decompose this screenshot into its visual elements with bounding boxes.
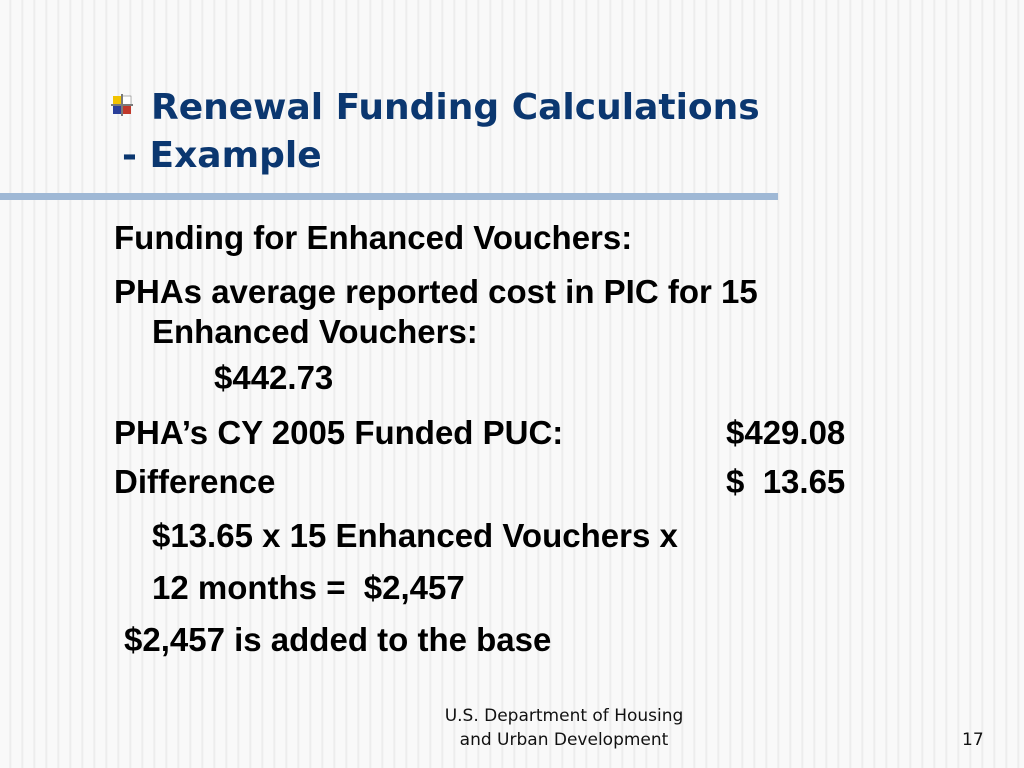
funded-puc-value: $429.08 <box>726 414 846 451</box>
footer-org-line1: U.S. Department of Housing <box>444 706 684 726</box>
heading-text: Funding for Enhanced Vouchers: <box>114 219 633 256</box>
avg-cost-line2: Enhanced Vouchers: <box>152 313 478 350</box>
footer-org-line2: and Urban Development <box>459 730 669 750</box>
funded-puc-label: PHA’s CY 2005 Funded PUC: <box>114 414 564 451</box>
title-divider <box>0 193 778 200</box>
page-number: 17 <box>962 730 984 750</box>
avg-cost-line1: PHAs average reported cost in PIC for 15 <box>114 273 758 310</box>
conclusion-text: $2,457 is added to the base <box>124 621 552 658</box>
slide-title-line1: Renewal Funding Calculations <box>151 87 760 128</box>
slide-title <box>116 84 760 180</box>
footer-organization <box>404 704 724 752</box>
difference-value: $ 13.65 <box>726 463 846 500</box>
avg-cost-value: $442.73 <box>214 359 334 396</box>
calc-line1: $13.65 x 15 Enhanced Vouchers x <box>152 517 678 554</box>
slide-title-line2: - Example <box>122 135 322 176</box>
calc-line2: 12 months = $2,457 <box>152 569 465 606</box>
difference-label: Difference <box>114 463 276 500</box>
